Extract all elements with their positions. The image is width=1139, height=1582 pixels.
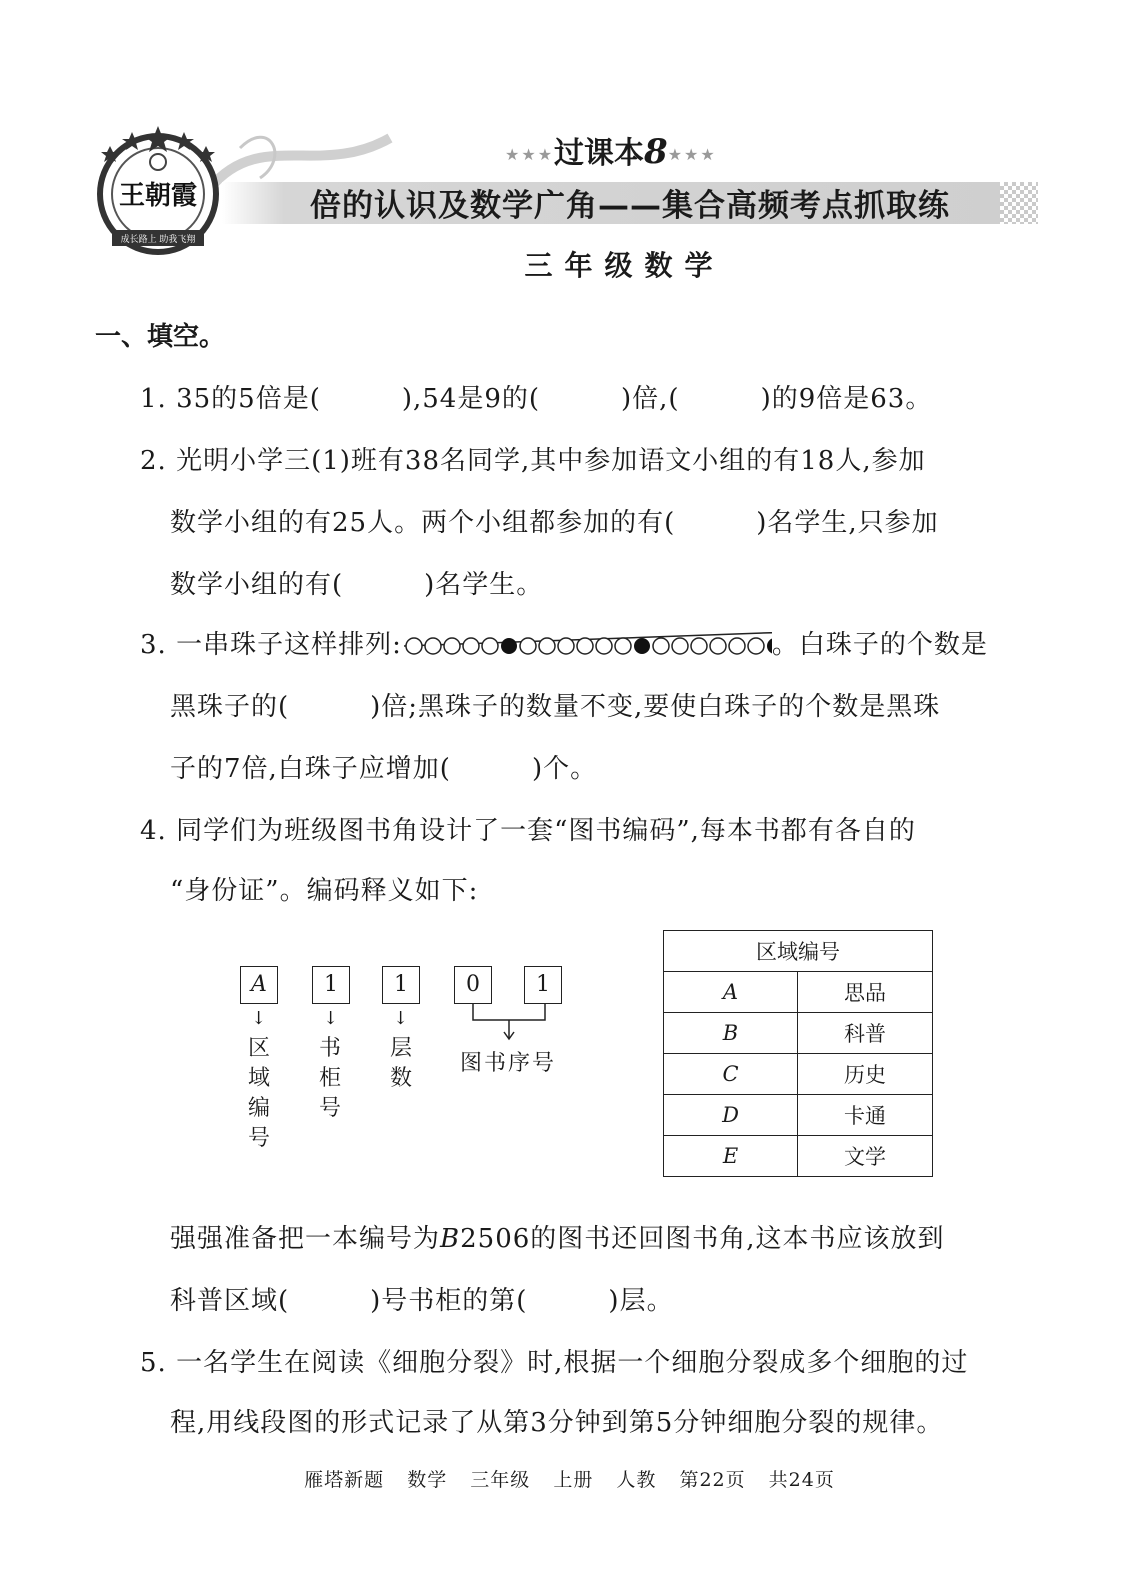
table-row [664,972,933,1013]
table-cell-code: C [664,1054,798,1095]
white-bead [463,638,479,654]
white-bead [691,638,707,654]
footer-volume: 上册 [553,1469,594,1491]
table-header: 区域编号 [664,931,933,972]
white-bead [425,638,441,654]
table-cell-code: B [664,1013,798,1054]
page-title: 倍的认识及数学广角——集合高频考点抓取练 [310,188,950,224]
question-1-line-1: 1. 35的5倍是( ),54是9的( )倍,( )的9倍是63。 [140,384,933,414]
label-cabinet-number [317,1034,343,1124]
code-box-layer: 1 [382,966,420,1004]
area-code-table [663,930,933,1177]
series-label-text: 过课本 [554,136,645,171]
white-bead [577,638,593,654]
label-layer [388,1034,414,1094]
table-cell-name: 文学 [798,1136,933,1177]
question-4-after-line-2: 科普区域( )号书柜的第( )层。 [170,1286,674,1316]
table-cell-name: 卡通 [798,1095,933,1136]
footer-subject: 数学 [407,1469,448,1491]
question-3-line-1 [140,624,988,661]
label-area-code [246,1034,272,1154]
sequence-bracket [470,1004,550,1044]
question-5-line-1: 5. 一名学生在阅读《细胞分裂》时,根据一个细胞分裂成多个细胞的过 [140,1348,969,1378]
code-box-seq-2: 1 [524,966,562,1004]
white-bead [672,638,688,654]
footer-total-pages: 共24页 [768,1469,835,1491]
label-area-char: 号 [247,1126,270,1151]
question-3-line-3: 子的7倍,白珠子应增加( )个。 [170,754,598,784]
white-bead [558,638,574,654]
series-number: 8 [644,132,668,172]
page-subtitle: 三年级数学 [524,249,725,282]
table-header-row [664,931,933,972]
logo-text: 王朝霞 [118,181,198,211]
white-bead [596,638,612,654]
logo-subtext: 成长路上 助我飞翔 [120,235,196,245]
table-cell-name: 思品 [798,972,933,1013]
black-bead [634,638,650,654]
question-4-after-prefix: 强强准备把一本编号为 [170,1224,441,1254]
footer-grade: 三年级 [470,1469,531,1491]
arrow-down-icon: ↓ [393,1008,409,1029]
code-box-area: A [240,966,278,1004]
label-layer-char: 数 [389,1066,412,1091]
table-row [664,1136,933,1177]
table-cell-code: D [664,1095,798,1136]
label-cabinet-char: 号 [318,1096,341,1121]
footer-book: 雁塔新题 [304,1469,385,1491]
white-bead [748,638,764,654]
book-code-number: 2506 [460,1224,531,1254]
question-2-line-2: 数学小组的有25人。两个小组都参加的有( )名学生,只参加 [170,508,939,538]
table-row [664,1095,933,1136]
bead-string-diagram [402,632,772,660]
star-decoration-icon: ★★★ [505,145,555,164]
white-bead [615,638,631,654]
question-2-line-1: 2. 光明小学三(1)班有38名同学,其中参加语文小组的有18人,参加 [140,446,926,476]
white-bead [653,638,669,654]
section-heading: 一、填空。 [95,322,226,352]
table-row [664,1013,933,1054]
arrow-down-icon: ↓ [251,1008,267,1029]
question-4-after-suffix: 的图书还回图书角,这本书应该放到 [530,1224,945,1254]
question-4-line-2: “身份证”。编码释义如下: [170,876,479,906]
label-area-char: 域 [247,1066,270,1091]
question-4-after-line-1 [170,1218,945,1255]
page-footer [0,1465,1139,1492]
white-bead [444,638,460,654]
code-box-seq-1: 0 [454,966,492,1004]
table-cell-name: 历史 [798,1054,933,1095]
question-3-line-2: 黑珠子的( )倍;黑珠子的数量不变,要使白珠子的个数是黑珠 [170,692,941,722]
code-box-cabinet: 1 [312,966,350,1004]
label-book-sequence: 图书序号 [460,1051,557,1076]
table-row [664,1054,933,1095]
table-cell-name: 科普 [798,1013,933,1054]
white-bead [520,638,536,654]
label-cabinet-char: 书 [318,1036,341,1061]
question-3-prefix: 3. 一串珠子这样排列: [140,630,402,660]
table-cell-code: E [664,1136,798,1177]
arrow-down-icon: ↓ [323,1008,339,1029]
star-decoration-icon: ★★★ [667,145,717,164]
question-5-line-2: 程,用线段图的形式记录了从第3分钟到第5分钟细胞分裂的规律。 [170,1408,944,1438]
checker-decoration [1000,182,1038,224]
white-bead [710,638,726,654]
label-area-char: 编 [247,1096,270,1121]
black-bead [501,638,517,654]
brand-logo-seal [92,122,227,257]
white-bead [482,638,498,654]
question-2-line-3: 数学小组的有( )名学生。 [170,570,544,600]
white-bead [729,638,745,654]
question-4-line-1: 4. 同学们为班级图书角设计了一套“图书编码”,每本书都有各自的 [140,816,916,846]
book-code-letter: B [440,1224,461,1254]
footer-edition: 人教 [616,1469,657,1491]
label-cabinet-char: 柜 [318,1066,341,1091]
white-bead [539,638,555,654]
question-3-suffix: 。白珠子的个数是 [771,630,988,660]
label-layer-char: 层 [389,1036,412,1061]
table-cell-code: A [664,972,798,1013]
white-bead [406,638,422,654]
series-label [505,128,717,172]
footer-page-number: 第22页 [679,1469,746,1491]
label-area-char: 区 [247,1036,270,1061]
